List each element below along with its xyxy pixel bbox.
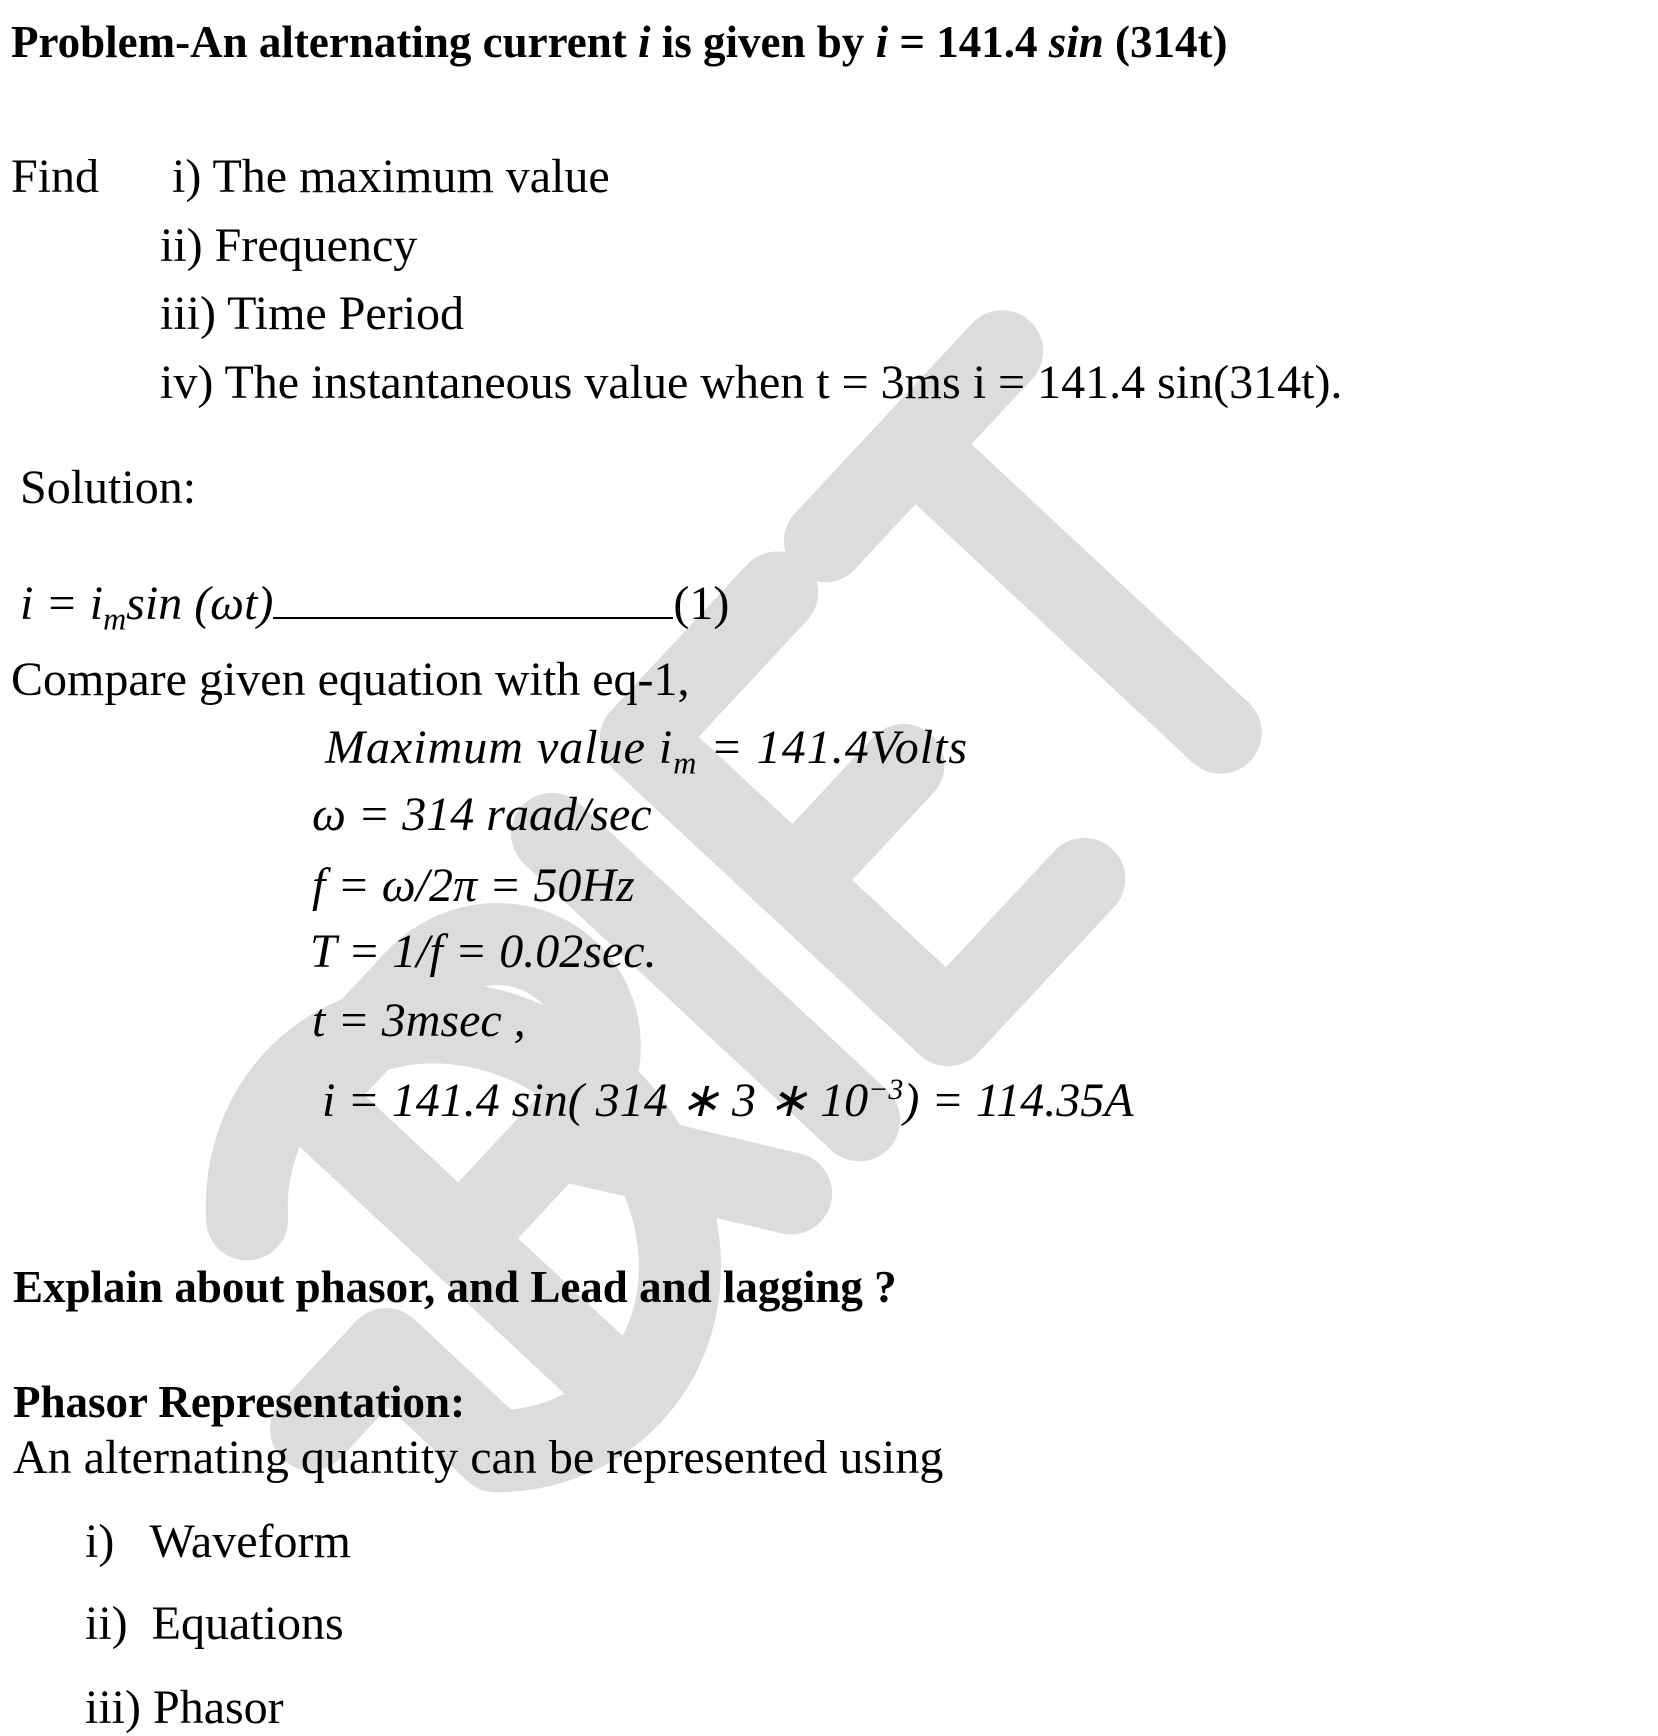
method-item: i) Waveform bbox=[85, 1515, 351, 1568]
title-var: i bbox=[638, 17, 651, 67]
find-item: i) The maximum value bbox=[172, 150, 610, 203]
step-omega: ω = 314 raad/sec bbox=[312, 788, 652, 841]
compare-text: Compare given equation with eq-1, bbox=[11, 653, 690, 706]
max-sub: m bbox=[673, 744, 698, 781]
question-heading: Explain about phasor, and Lead and lagging ? bbox=[13, 1262, 897, 1312]
equation-1 bbox=[20, 576, 729, 647]
inst-rest: ) = 114.35A bbox=[903, 1074, 1134, 1127]
step-period: T = 1/f = 0.02sec. bbox=[310, 925, 657, 978]
title-fn: sin bbox=[1048, 17, 1104, 67]
step-frequency: f = ω/2π = 50Hz bbox=[312, 859, 635, 912]
eq1-tag: (1) bbox=[673, 577, 730, 630]
phasor-intro: An alternating quantity can be represented using bbox=[13, 1431, 944, 1484]
max-text: Maximum value i bbox=[325, 721, 674, 774]
solution-label: Solution: bbox=[20, 461, 197, 514]
inst-sup: −3 bbox=[868, 1073, 904, 1106]
step-max-value bbox=[325, 720, 968, 791]
title-eq: = 141.4 bbox=[888, 17, 1049, 67]
method-item: ii) Equations bbox=[85, 1597, 344, 1650]
find-item: ii) Frequency bbox=[160, 219, 418, 272]
title-eq-var: i bbox=[875, 17, 889, 67]
step-time: t = 3msec , bbox=[312, 994, 526, 1047]
title-text-mid: is given by bbox=[650, 17, 876, 67]
eq1-sub: m bbox=[103, 600, 127, 637]
find-item: iv) The instantaneous value when t = 3ms i = 141.4 sin(314t). bbox=[160, 356, 1343, 409]
eq1-rhs: sin (ωt) bbox=[126, 577, 274, 630]
method-item: iii) Phasor bbox=[85, 1681, 284, 1734]
phasor-heading: Phasor Representation: bbox=[13, 1377, 466, 1427]
underline-blank bbox=[273, 577, 673, 619]
step-instantaneous bbox=[322, 1062, 1134, 1129]
find-label: Find bbox=[11, 150, 100, 203]
inst-text: i = 141.4 sin( 314 ∗ 3 ∗ 10 bbox=[322, 1074, 869, 1127]
eq1-lhs: i = i bbox=[20, 577, 104, 630]
problem-title bbox=[11, 14, 1228, 70]
title-text: Problem-An alternating current bbox=[11, 17, 638, 67]
max-rest: = 141.4Volts bbox=[697, 721, 969, 774]
find-item: iii) Time Period bbox=[160, 287, 465, 340]
title-arg: (314t) bbox=[1103, 17, 1228, 67]
